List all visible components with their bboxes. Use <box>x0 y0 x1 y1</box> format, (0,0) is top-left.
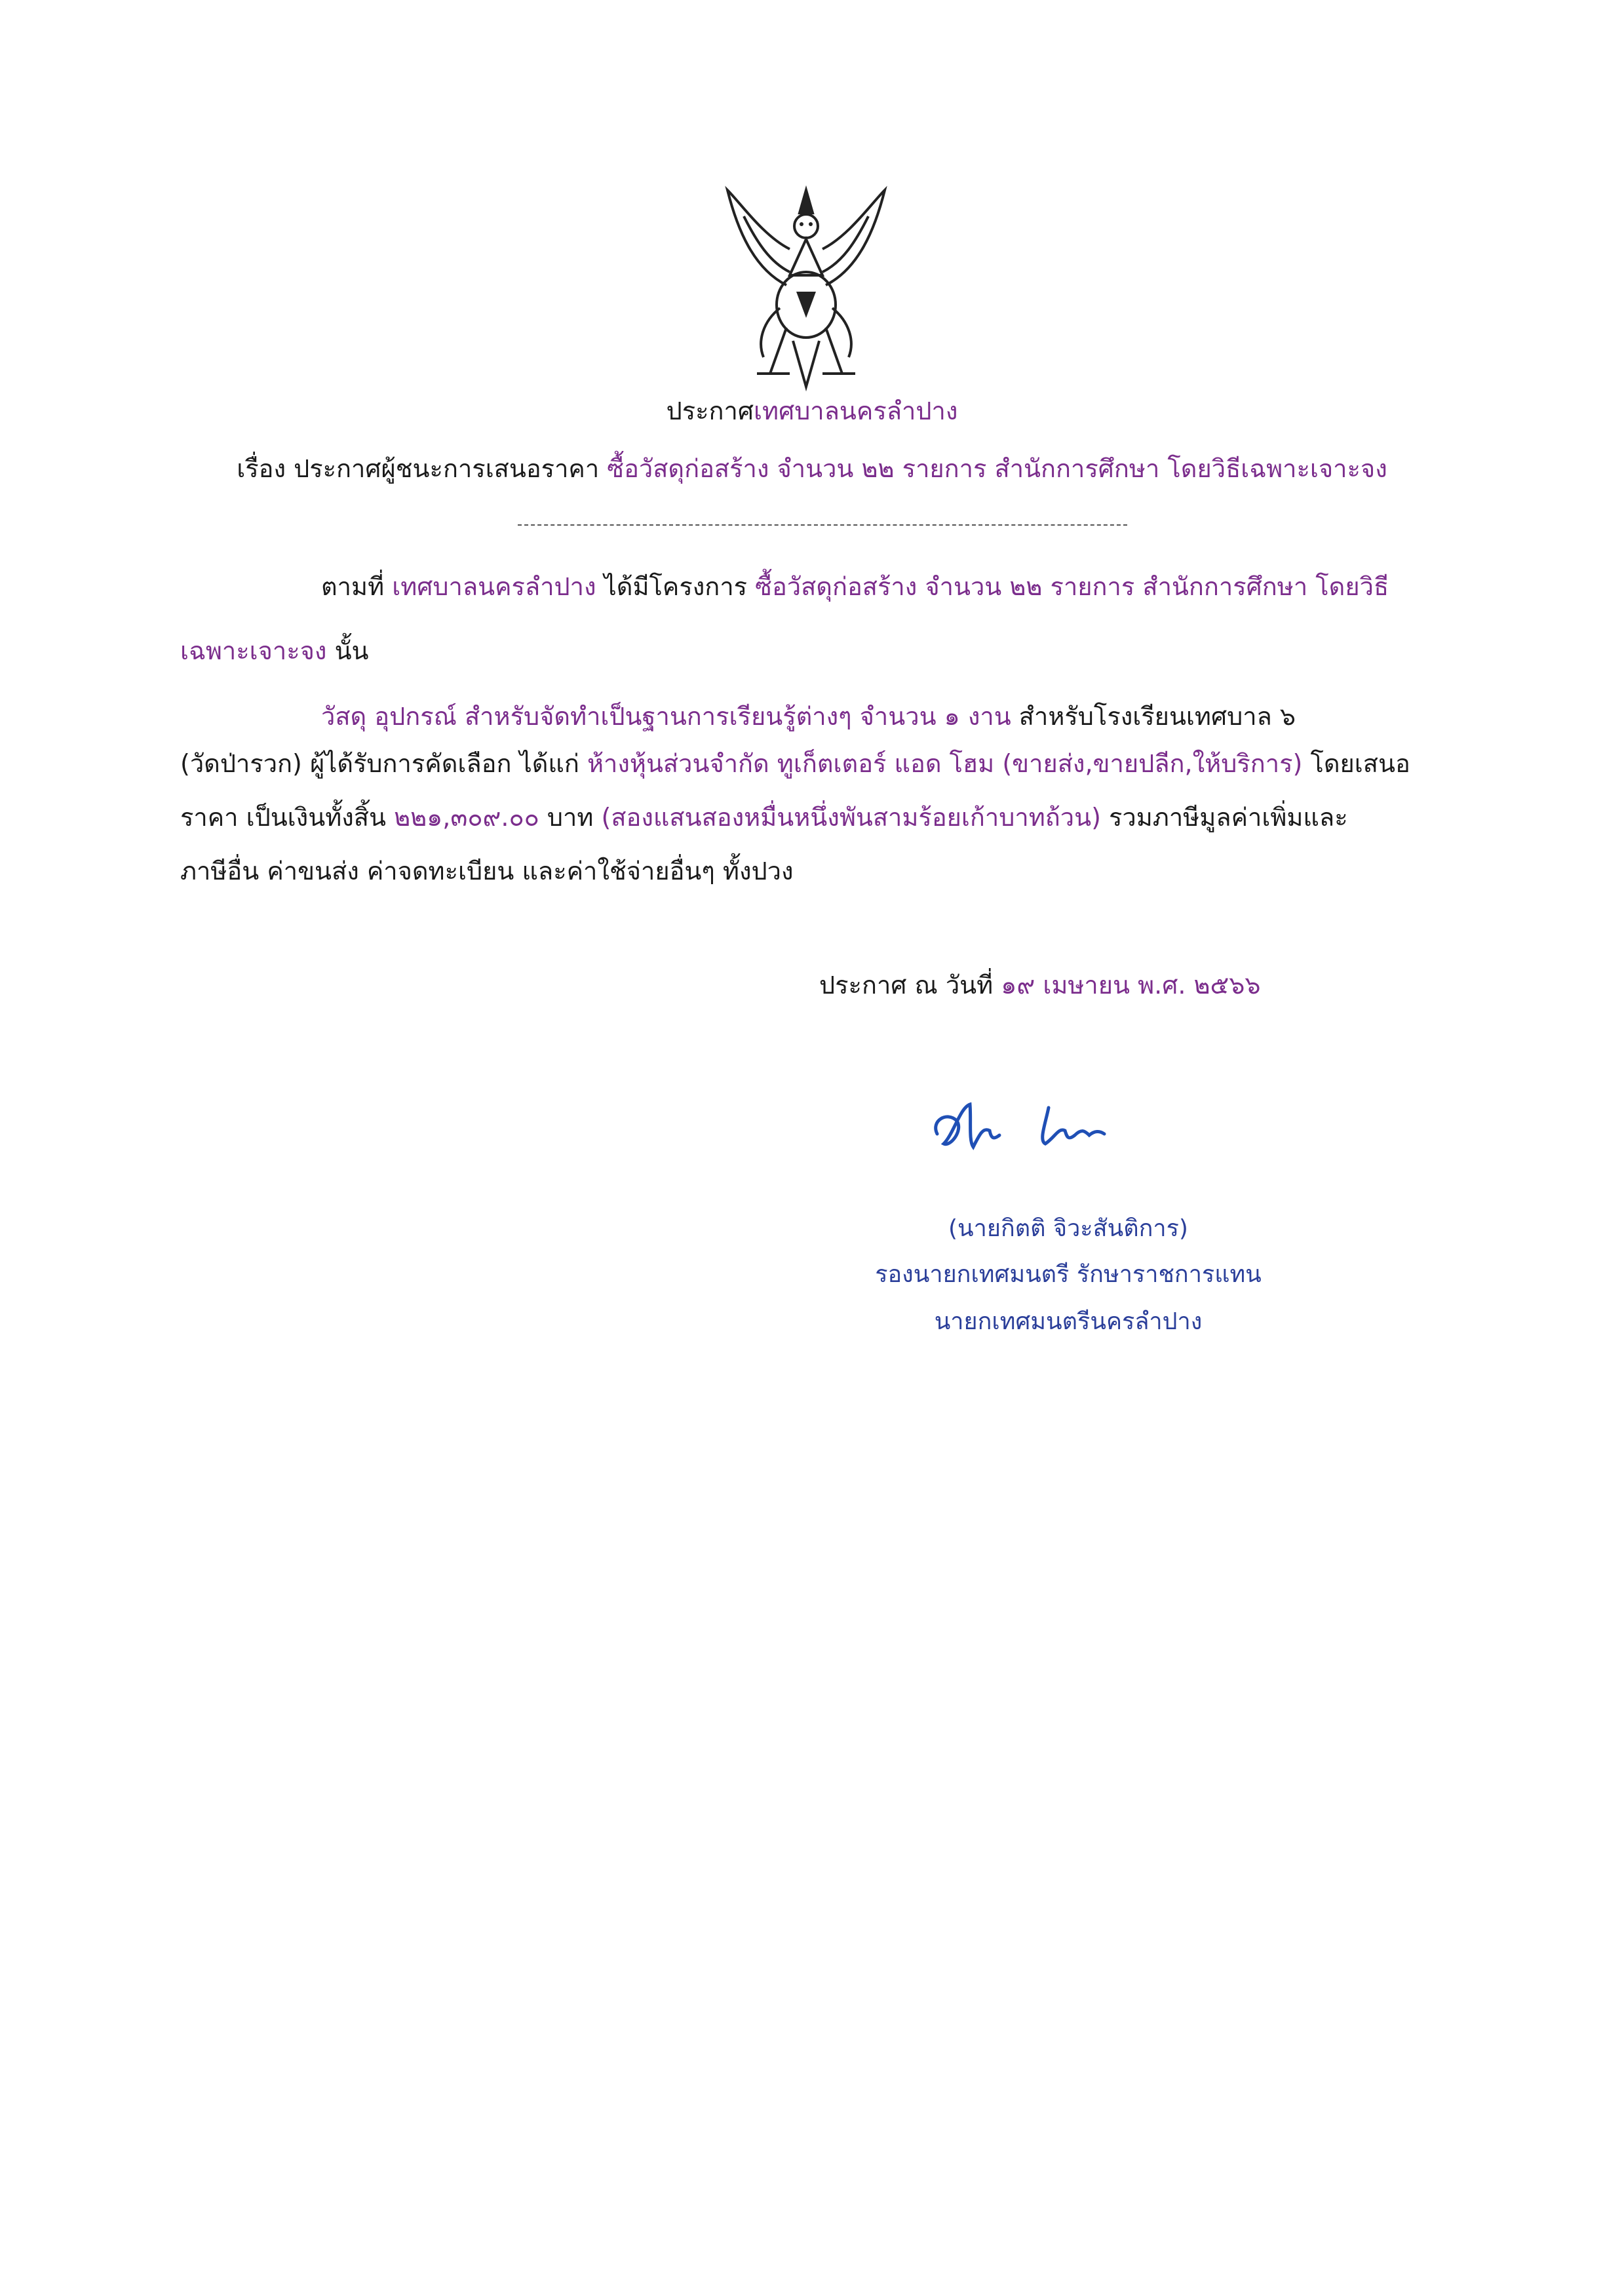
p1-project: ซื้อวัสดุก่อสร้าง จำนวน ๒๒ รายการ สำนักการศึกษา โดยวิธี <box>755 572 1389 601</box>
p6-text: ภาษีอื่น ค่าขนส่ง ค่าจดทะเบียน และค่าใช้จ่ายอื่นๆ ทั้งปวง <box>180 857 794 885</box>
date-prefix: ประกาศ ณ วันที่ <box>819 971 994 1000</box>
announcement-date <box>819 969 1261 1001</box>
body-line-5 <box>180 801 1348 834</box>
p4-text-2: โดยเสนอ <box>1310 749 1410 778</box>
p5-text-2: รวมภาษีมูลค่าเพิ่มและ <box>1109 803 1348 832</box>
body-line-1 <box>321 570 1389 603</box>
p4-company: ห้างหุ้นส่วนจำกัด ทูเก็ตเตอร์ แอด โฮม (ขายส่ง,ขายปลีก,ให้บริการ) <box>587 749 1303 778</box>
date-month: เมษายน <box>1043 971 1130 1000</box>
p5-currency: บาท <box>547 803 594 832</box>
title-prefix: ประกาศ <box>666 397 754 425</box>
p1-text: ตามที่ <box>321 572 385 601</box>
p1-organization: เทศบาลนครลำปาง <box>392 572 596 601</box>
document-subject <box>0 452 1624 485</box>
p3-text: สำหรับโรงเรียนเทศบาล ๖ <box>1018 702 1296 731</box>
p4-text: (วัดป่ารวก) ผู้ได้รับการคัดเลือก ได้แก่ <box>180 749 579 778</box>
p1-text-2: ได้มีโครงการ <box>604 572 748 601</box>
signatory-name: (นายกิตติ จิวะสันติการ) <box>948 1215 1188 1242</box>
handwritten-signature <box>918 1095 1134 1167</box>
p5-amount: ๒๒๑,๓๐๙.๐๐ <box>394 803 539 832</box>
subject-detail: ซื้อวัสดุก่อสร้าง จำนวน ๒๒ รายการ สำนักการศึกษา โดยวิธีเฉพาะเจาะจง <box>607 454 1387 483</box>
date-year: พ.ศ. ๒๕๖๖ <box>1138 971 1261 1000</box>
separator-line <box>518 524 1127 526</box>
date-day: ๑๙ <box>1001 971 1035 1000</box>
body-line-2 <box>180 634 369 667</box>
p2-project: เฉพาะเจาะจง <box>180 636 327 665</box>
body-line-6 <box>180 855 794 887</box>
signatory-position-2: นายกเทศมนตรีนครลำปาง <box>934 1308 1203 1335</box>
garuda-emblem-icon <box>718 177 895 393</box>
body-line-4 <box>180 747 1410 780</box>
title-organization: เทศบาลนครลำปาง <box>754 397 958 425</box>
p2-text: นั้น <box>326 636 369 665</box>
subject-prefix: เรื่อง ประกาศผู้ชนะการเสนอราคา <box>237 454 600 483</box>
document-title <box>0 395 1624 427</box>
p5-text: ราคา เป็นเงินทั้งสิ้น <box>180 803 386 832</box>
signatory-position-1: รองนายกเทศมนตรี รักษาราชการแทน <box>875 1261 1262 1288</box>
body-line-3 <box>321 700 1296 733</box>
p5-amount-words: (สองแสนสองหมื่นหนึ่งพันสามร้อยเก้าบาทถ้วน) <box>601 803 1101 832</box>
p3-item: วัสดุ อุปกรณ์ สำหรับจัดทำเป็นฐานการเรียนรู้ต่างๆ จำนวน ๑ งาน <box>321 702 1011 731</box>
